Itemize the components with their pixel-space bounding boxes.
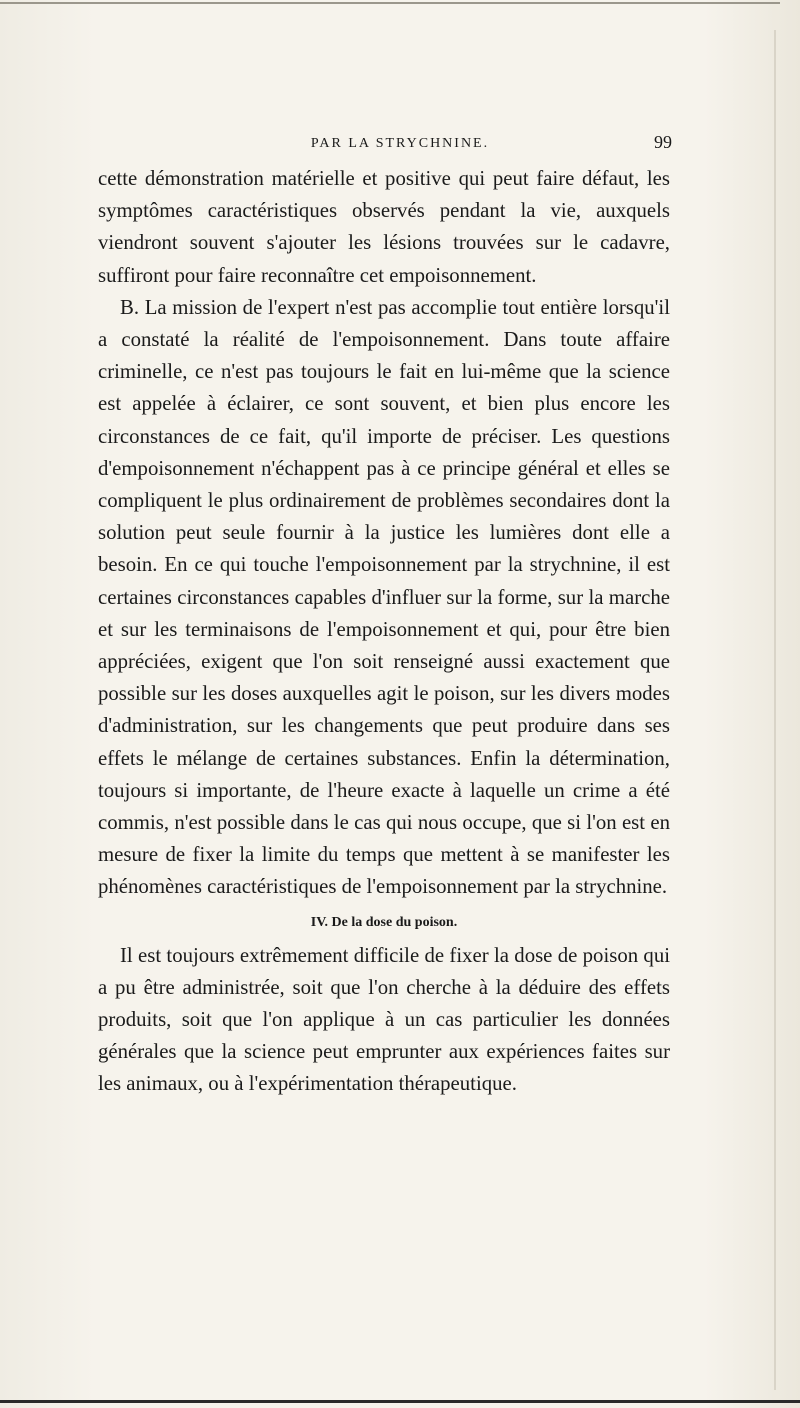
page-header xyxy=(130,132,670,158)
page-bottom-edge xyxy=(0,1400,800,1403)
paragraph-dose: Il est toujours extrêmement difficile de fixer la dose de poison qui a pu être administrée, soit que l'on cherche à la déduire des effets produits, soit que l'on applique à un cas particulier les données générales que la science peut emprunter aux expériences faites sur les animaux, ou à l'expérimentation thérapeutique. xyxy=(98,943,670,1096)
page-top-edge xyxy=(0,2,780,4)
page-number: 99 xyxy=(654,132,672,152)
paragraph-continuation: cette démonstration matérielle et positive qui peut faire défaut, les symptômes caractéristiques observés pendant la vie, auxquels viendront souvent s'ajouter les lésions trouvées sur le cadavre, suffiront pour faire reconnaître cet empoisonnement. xyxy=(98,167,670,287)
running-head: PAR LA STRYCHNINE. xyxy=(310,136,490,151)
paragraph-b: B. La mission de l'expert n'est pas accomplie tout entière lorsqu'il a constaté la réalité de l'empoisonnement. Dans toute affaire criminelle, ce n'est pas toujours le fait en lui-même que la science est appelée à éclairer, ce sont souvent, et bien plus encore les circonstances de ce fait, qu'il importe de préciser. Les questions d'empoisonnement n'échappent pas à ce principe général et elles se compliquent le plus ordinairement de problèmes secondaires dont la solution peut seule fournir à la justice les lumières dont elle a besoin. En ce qui touche l'empoisonnement par la strychnine, il est certaines circonstances capables d'influer sur la forme, sur la marche et sur les terminaisons de l'empoisonnement et qui, pour être bien appréciées, exigent que l'on soit renseigné aussi exactement que possible sur les doses auxquelles agit le poison, sur les divers modes d'administration, sur les changements que peut produire dans ses effets le mélange de certaines substances. Enfin la détermination, toujours si importante, de l'heure exacte à laquelle un crime a été commis, n'est possible dans le cas qui nous occupe, que si l'on est en mesure de fixer la limite du temps que mettent à se manifester les phénomènes caractéristiques de l'empoisonnement par la strychnine. xyxy=(98,295,670,899)
page-fold-line xyxy=(774,30,776,1390)
page-body xyxy=(98,163,670,1101)
section-title: IV. De la dose du poison. xyxy=(310,914,458,930)
